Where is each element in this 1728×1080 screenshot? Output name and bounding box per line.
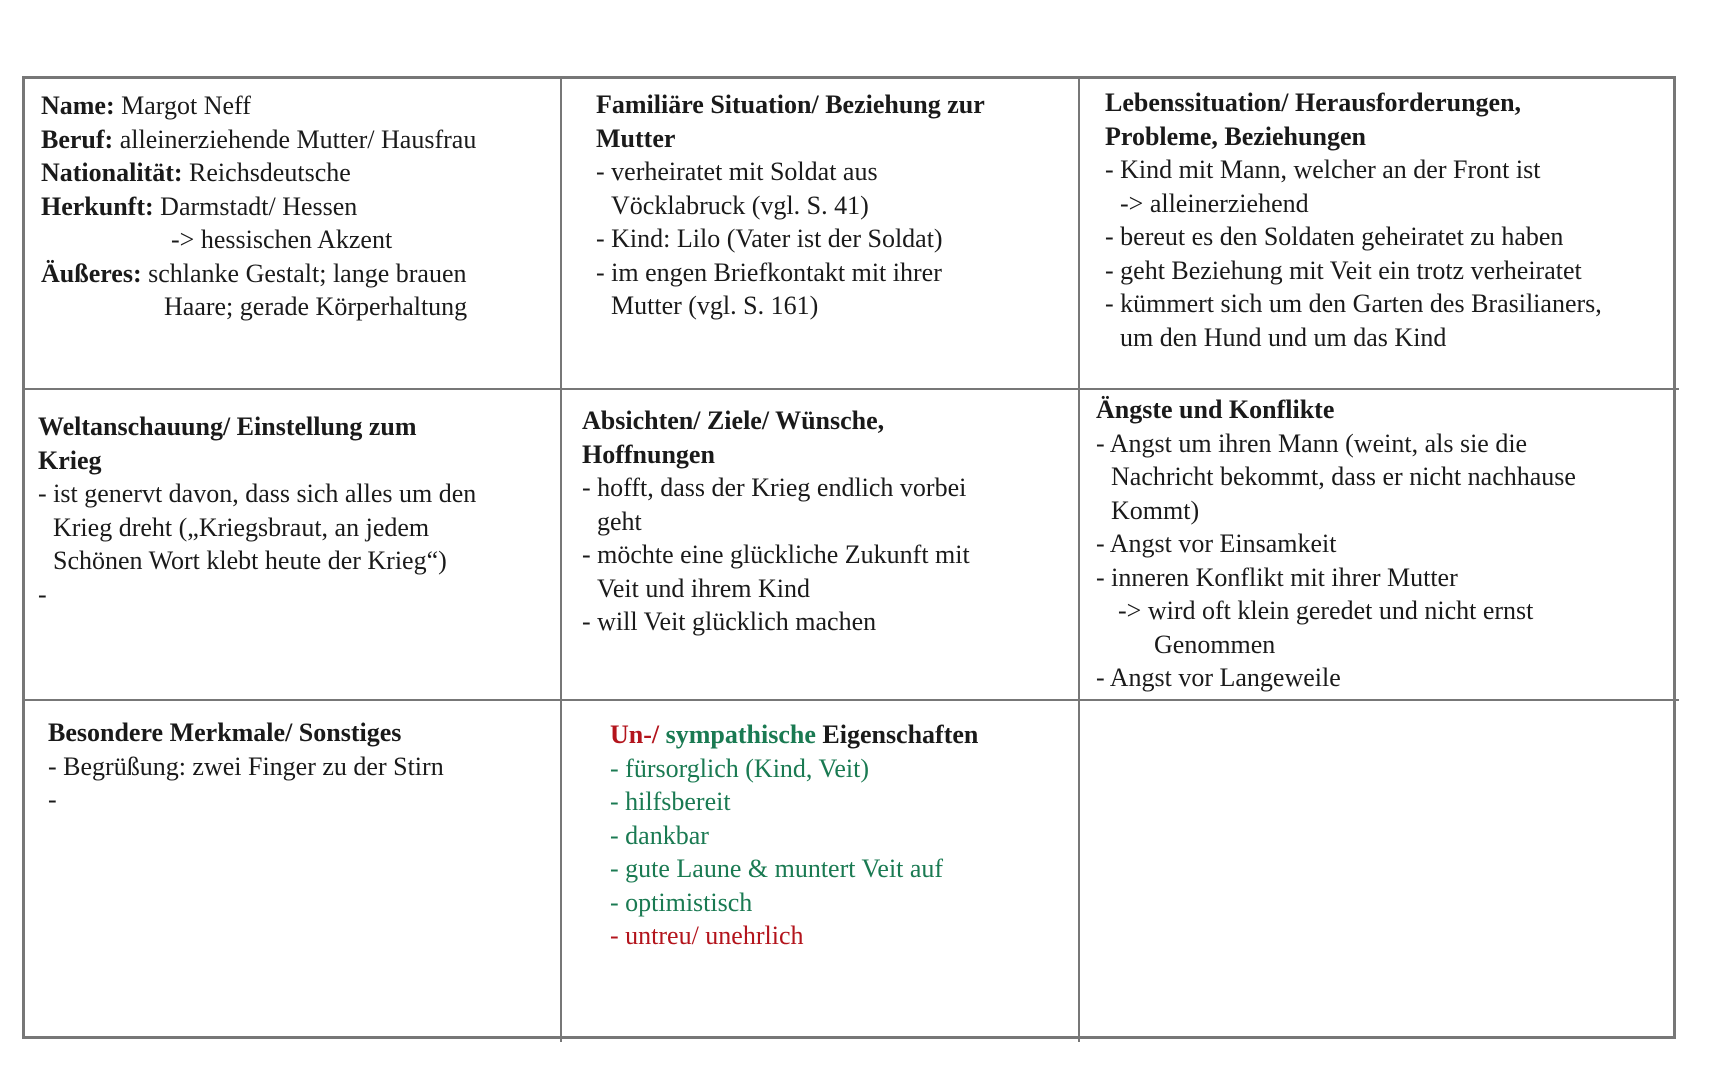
nationality-value: Reichsdeutsche: [182, 158, 351, 187]
fears-line: Nachricht bekommt, dass er nicht nachhause: [1111, 462, 1576, 491]
origin-value: Darmstadt/ Hessen: [153, 191, 358, 221]
intentions-line: geht: [597, 506, 642, 536]
trait-positive: - hilfsbereit: [610, 787, 731, 816]
life-line: - kümmert sich um den Garten des Brasilianers,: [1105, 289, 1602, 318]
intentions-cell: [562, 390, 1080, 701]
family-line: - im engen Briefkontakt mit ihrer: [596, 257, 942, 287]
fears-line: Kommt): [1111, 495, 1200, 525]
character-table: [22, 76, 1676, 1039]
trait-negative: - untreu/ unehrlich: [610, 921, 804, 950]
worldview-line: -: [38, 579, 47, 609]
worldview-line: Schönen Wort klebt heute der Krieg“): [53, 546, 447, 575]
trait-positive: - dankbar: [610, 820, 709, 850]
trait-positive: - optimistisch: [610, 887, 753, 917]
worldview-cell: [25, 390, 562, 701]
life-cell: [1080, 79, 1679, 390]
worldview-title-line2: Krieg: [38, 445, 102, 475]
family-title-line2: Mutter: [596, 123, 676, 153]
origin-note: -> hessischen Akzent: [171, 225, 393, 254]
intentions-title-line1: Absichten/ Ziele/ Wünsche,: [582, 406, 885, 435]
empty-cell: [1080, 701, 1679, 1042]
features-line: - Begrüßung: zwei Finger zu der Stirn: [48, 751, 444, 781]
nationality-row: [41, 156, 560, 190]
life-title-line2: Probleme, Beziehungen: [1105, 121, 1366, 151]
intentions-line: Veit und ihrem Kind: [597, 573, 811, 603]
life-title-line1: Lebenssituation/ Herausforderungen,: [1105, 88, 1522, 117]
features-title: Besondere Merkmale/ Sonstiges: [48, 718, 402, 747]
name-row: [41, 89, 560, 123]
fears-line: - inneren Konflikt mit ihrer Mutter: [1096, 562, 1458, 592]
family-title-line1: Familiäre Situation/ Beziehung zur: [596, 90, 985, 119]
worldview-line: Krieg dreht („Kriegsbraut, an jedem: [53, 512, 430, 542]
features-line: -: [48, 785, 57, 814]
traits-cell: [562, 701, 1080, 1042]
appearance-label: Äußeres:: [41, 258, 142, 288]
family-line: Mutter (vgl. S. 161): [611, 291, 819, 320]
appearance-row: [41, 257, 560, 291]
appearance-continuation: Haare; gerade Körperhaltung: [164, 292, 468, 321]
worldview-title-line1: Weltanschauung/ Einstellung zum: [38, 412, 417, 441]
trait-positive: - gute Laune & muntert Veit auf: [610, 854, 944, 883]
life-line: um den Hund und um das Kind: [1120, 322, 1447, 352]
life-line: -> alleinerziehend: [1120, 188, 1309, 218]
origin-label: Herkunft:: [41, 191, 154, 221]
job-row: [41, 123, 560, 157]
traits-title-rest: Eigenschaften: [815, 720, 979, 749]
fears-line: Genommen: [1154, 629, 1276, 659]
fears-line: - Angst vor Einsamkeit: [1096, 529, 1337, 558]
family-line: Vöcklabruck (vgl. S. 41): [611, 190, 869, 220]
trait-positive: - fürsorglich (Kind, Veit): [610, 753, 869, 783]
fears-title: Ängste und Konflikte: [1096, 395, 1335, 424]
intentions-title-line2: Hoffnungen: [582, 439, 715, 469]
intentions-line: - möchte eine glückliche Zukunft mit: [582, 540, 970, 569]
fears-line: - Angst um ihren Mann (weint, als sie die: [1096, 428, 1528, 458]
origin-row: [41, 190, 560, 224]
life-line: - Kind mit Mann, welcher an der Front ist: [1105, 155, 1541, 184]
fears-cell: [1080, 390, 1679, 701]
job-value: alleinerziehende Mutter/ Hausfrau: [113, 124, 477, 154]
traits-title: [610, 718, 1078, 752]
fears-line: -> wird oft klein geredet und nicht ernst: [1118, 596, 1534, 625]
traits-title-sympathetic: sympathische: [659, 720, 816, 749]
appearance-value: schlanke Gestalt; lange brauen: [141, 258, 467, 288]
family-line: - Kind: Lilo (Vater ist der Soldat): [596, 224, 943, 253]
profile-cell: [25, 79, 562, 390]
name-label: Name:: [41, 91, 115, 120]
traits-title-un: Un-/: [610, 720, 660, 749]
name-value: Margot Neff: [114, 91, 251, 120]
life-line: - geht Beziehung mit Veit ein trotz verheiratet: [1105, 255, 1582, 285]
life-line: - bereut es den Soldaten geheiratet zu haben: [1105, 222, 1564, 251]
family-cell: [562, 79, 1080, 390]
intentions-line: - hofft, dass der Krieg endlich vorbei: [582, 473, 967, 502]
intentions-line: - will Veit glücklich machen: [582, 607, 877, 636]
family-line: - verheiratet mit Soldat aus: [596, 157, 878, 186]
features-cell: [25, 701, 562, 1042]
fears-line: - Angst vor Langeweile: [1096, 663, 1341, 692]
worldview-line: - ist genervt davon, dass sich alles um den: [38, 479, 477, 508]
nationality-label: Nationalität:: [41, 158, 183, 187]
job-label: Beruf:: [41, 124, 114, 154]
